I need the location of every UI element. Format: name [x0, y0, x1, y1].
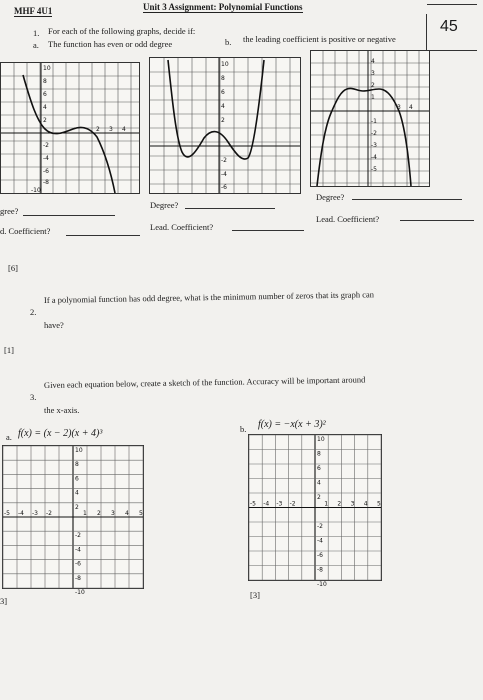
q3-text-line2: the x-axis.: [44, 405, 80, 415]
g1-tick-y-10: 10: [43, 65, 51, 72]
g2-coef-label: Lead. Coefficient?: [150, 222, 214, 232]
g3-tick-y-2: 2: [371, 82, 375, 89]
graph-3: [310, 50, 430, 187]
grid-tick-x: 1: [83, 510, 87, 517]
q2-text-line2: have?: [44, 320, 64, 330]
g2-tick-y-10: 10: [221, 61, 229, 68]
grid-tick-x: -4: [263, 500, 270, 508]
grid-tick-x: 2: [337, 500, 342, 508]
q2-text-line1: If a polynomial function has odd degree, what is the minimum number of zeros that its graph can: [43, 289, 375, 305]
q1-part-a-text: The function has even or odd degree: [48, 39, 173, 49]
q3-part-b-equation: f(x) = −x(x + 3)²: [258, 419, 326, 430]
g3-tick-y-1: 1: [371, 94, 375, 101]
grid-tick-x: -4: [18, 510, 24, 517]
grid-tick-y: 6: [317, 465, 321, 472]
graph-2: [149, 57, 301, 194]
g2-tick-y-m6: -6: [221, 184, 227, 191]
grid-tick-y: 2: [317, 494, 321, 501]
g2-tick-y-6: 6: [221, 89, 225, 96]
q2-marks: [1]: [4, 345, 14, 355]
g1-tick-y-m6: -6: [43, 168, 49, 175]
g1-tick-y-2: 2: [43, 117, 47, 124]
g1-tick-x-2: 2: [96, 126, 100, 133]
q3-part-a-equation: f(x) = (x − 2)(x + 4)³: [18, 428, 103, 439]
grid-tick-y: -4: [75, 546, 81, 554]
grid-tick-x: -3: [276, 500, 283, 508]
assignment-title: Unit 3 Assignment: Polynomial Functions: [143, 2, 303, 12]
grid-tick-x: -5: [250, 500, 256, 508]
grid-tick-x: 4: [125, 510, 129, 517]
grid-tick-x: 2: [97, 510, 101, 517]
g3-tick-y-4: 4: [371, 58, 375, 65]
grid-tick-y: 4: [317, 479, 321, 487]
g1-tick-y-m8: -8: [43, 179, 49, 186]
g2-tick-y-8: 8: [221, 75, 225, 82]
grid-tick-x: 1: [324, 500, 329, 508]
grid-tick-y: -4: [317, 537, 323, 545]
course-code: MHF 4U1: [14, 6, 53, 16]
q1-part-b-text: the leading coefficient is positive or negative: [243, 34, 396, 44]
g3-coef-answer-line[interactable]: [400, 220, 474, 221]
grid-tick-y: -6: [75, 560, 81, 568]
grid-tick-y: 8: [317, 450, 321, 458]
q1-part-b-label: b.: [225, 37, 232, 47]
grid-tick-y: -10: [75, 589, 85, 596]
g1-tick-y-m2: -2: [43, 142, 49, 149]
q3-number: 3.: [30, 392, 37, 402]
grid-tick-y: -2: [317, 523, 323, 530]
g1-tick-y-8: 8: [43, 78, 47, 85]
g1-tick-y-m10: -10: [31, 187, 41, 194]
q3-part-a-label: a.: [6, 432, 12, 442]
q1-part-a-label: a.: [33, 40, 39, 50]
g2-tick-y-4: 4: [221, 103, 225, 110]
grid-tick-y: 2: [75, 503, 79, 511]
score-box: [426, 14, 477, 51]
g1-coef-label: d. Coefficient?: [0, 226, 51, 236]
g1-tick-x-3: 3: [109, 126, 113, 133]
grid-tick-x: -2: [46, 510, 52, 517]
grid-tick-y: 10: [75, 447, 83, 454]
grid-tick-y: -10: [317, 581, 327, 588]
grid-tick-x: 3: [111, 510, 115, 517]
g3-tick-x-4: 4: [409, 104, 413, 111]
q3-text-line1: Given each equation below, create a sketch of the function. Accuracy will be important around: [43, 374, 366, 390]
grid-tick-y: -8: [317, 566, 323, 574]
g3-degree-answer-line[interactable]: [352, 199, 462, 200]
q3-part-b-marks: [3]: [250, 590, 260, 600]
grid-tick-y: -6: [317, 552, 323, 559]
g1-degree-label: gree?: [0, 206, 19, 216]
score-value: 45: [440, 18, 458, 35]
g3-tick-y-m2: -2: [371, 130, 377, 137]
g3-coef-label: Lead. Coefficient?: [316, 214, 380, 224]
grid-tick-x: 5: [377, 500, 381, 508]
g3-tick-y-m3: -3: [371, 142, 377, 149]
grid-tick-x: 4: [363, 500, 368, 508]
g2-degree-answer-line[interactable]: [185, 208, 275, 209]
g2-tick-y-m4: -4: [221, 171, 227, 178]
grid-tick-x: -2: [289, 500, 296, 508]
grid-tick-y: 8: [75, 461, 79, 469]
g1-tick-y-4: 4: [43, 104, 47, 111]
grid-tick-x: -5: [4, 510, 10, 517]
sketch-grid-b[interactable]: [248, 434, 382, 588]
g3-tick-y-m4: -4: [371, 154, 377, 161]
graph-1: [0, 62, 140, 194]
g3-tick-y-m5: -5: [371, 166, 377, 173]
g1-tick-y-m4: -4: [43, 155, 49, 162]
grid-tick-y: -2: [75, 532, 81, 540]
g1-tick-x-4: 4: [122, 126, 126, 133]
q1-number: 1.: [33, 28, 40, 38]
g1-tick-y-6: 6: [43, 91, 47, 98]
grid-tick-x: 5: [139, 510, 143, 517]
g2-tick-y-m2: -2: [221, 157, 227, 164]
grid-tick-y: 4: [75, 489, 79, 497]
g2-tick-y-2: 2: [221, 117, 225, 124]
grid-tick-y: -8: [75, 574, 81, 582]
q3-part-a-marks: 3]: [0, 596, 8, 606]
grid-tick-y: 10: [317, 436, 325, 443]
g3-degree-label: Degree?: [316, 192, 345, 202]
g1-coef-answer-line[interactable]: [66, 235, 140, 236]
grid-tick-y: 6: [75, 475, 79, 483]
g2-coef-answer-line[interactable]: [232, 230, 304, 231]
q3-part-b-label: b.: [240, 424, 247, 434]
q1-prompt: For each of the following graphs, decide if:: [48, 26, 196, 36]
sketch-grid-a[interactable]: [2, 445, 144, 596]
q2-number: 2.: [30, 307, 37, 317]
g2-degree-label: Degree?: [150, 200, 179, 210]
g3-tick-y-3: 3: [371, 70, 375, 77]
g3-tick-x-3: 3: [397, 104, 401, 111]
grid-tick-x: -3: [32, 510, 38, 517]
grid-tick-x: 3: [350, 500, 355, 508]
g3-tick-y-m1: -1: [371, 118, 377, 125]
g1-degree-answer-line[interactable]: [23, 215, 115, 216]
q1-marks: [6]: [8, 263, 18, 273]
